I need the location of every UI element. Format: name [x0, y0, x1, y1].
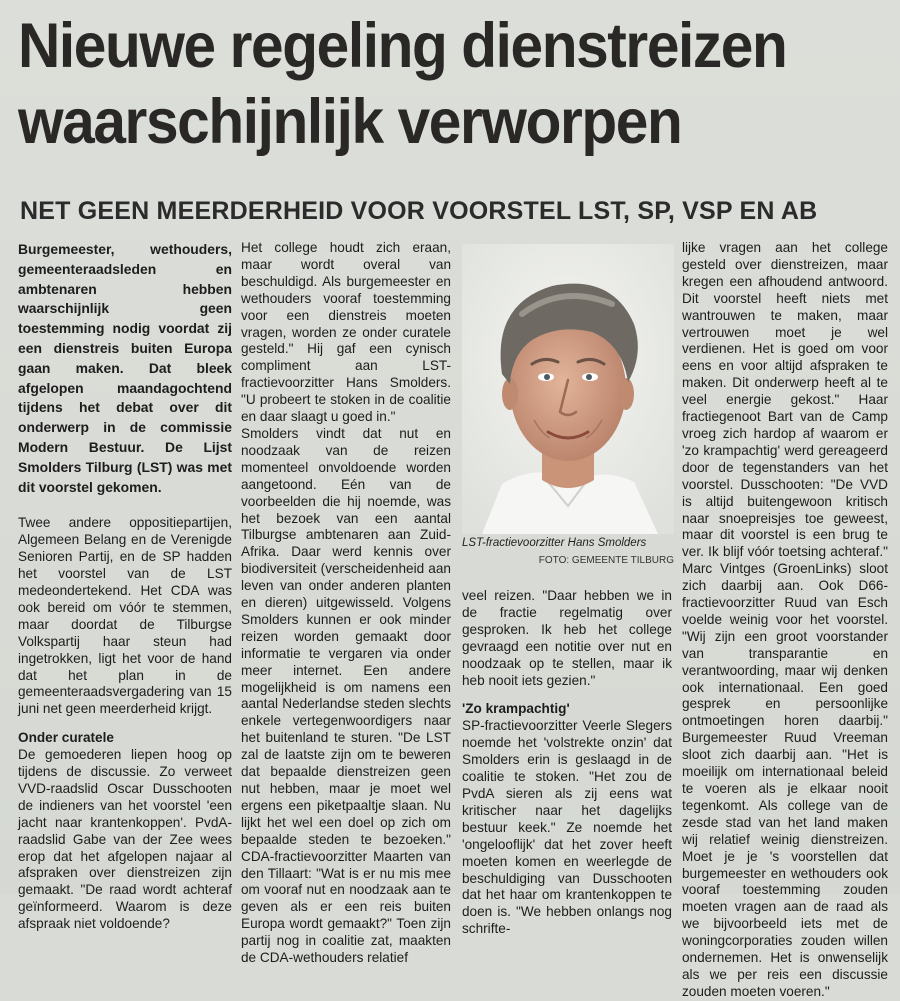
subheadline: NET GEEN MEERDERHEID VOOR VOORSTEL LST, SP, VSP EN AB — [20, 197, 818, 225]
column-3 — [462, 588, 672, 938]
paragraph: veel reizen. "Daar hebben we in de fractie regelmatig over gesproken. Ik heb het college gevraagd een notitie over nut en noodzaak op te stellen, maar ik heb nooit iets gezien." — [462, 588, 672, 688]
portrait-illustration — [462, 244, 674, 534]
lead-paragraph: Burgemeester, wethouders, gemeenteraadsleden en ambtenaren hebben waarschijnlijk geen toestemming nodig voordat zij een dienstreis buiten Europa gaan maken. Dat bleek afgelopen maandagochtend tijdens het debat over dit onderwerp in de commissie Modern Bestuur. De Lijst Smolders Tilburg (LST) was met dit voorstel gekomen. — [18, 241, 232, 495]
section-subtitle: Onder curatele — [18, 730, 114, 746]
headline — [18, 8, 827, 160]
paragraph: Het college houdt zich eraan, maar wordt overal van beschuldigd. Als burgemeester en wethouders vooraf toestemming voor een dienstreis moeten vragen, worden ze onder curatele gesteld." Hij gaf een cynisch compliment aan LST-fractievoorzitter Hans Smolders. "U probeert te stoken in de coalitie en daar slaagt u goed in." — [241, 240, 451, 425]
paragraph: lijke vragen aan het college gesteld over dienstreizen, maar kregen een afhoudend antwoord. Dit voorstel heeft niets met wantrouwen te maken, maar vertrouwen moet je wel verdienen. Het is goed om voor eens en voor altijd afspraken te maken. Dit onderwerp heeft al te veel energie gekost." Haar fractiegenoot Bart van de Camp vroeg zich hardop af waarom er 'zo krampachtig' werd gereageerd door de tegenstanders van het voorstel. Dusschooten: "De VVD is altijd buitengewoon kritisch naar snoepreisjes toe geweest, maar dit voorstel is een brug te ver. Ik blijf vóór toetsing achteraf." Marc Vintges (GroenLinks) sloot zich daarbij aan. Ook D66-fractievoorzitter Ruud van Esch voelde weinig voor het voorstel. "Wij zijn een groot voorstander van transparantie en verantwoording, maar wij denken ook internationaal. Een goed gesprek en persoonlijke ontmoetingen horen daarbij." Burgemeester Ruud Vreeman sloot zich daarbij aan. "Het is moeilijk om internationaal beleid te voeren als je elkaar nooit tegenkomt. Als college van de zesde stad van het land maken wij relatief weinig dienstreizen. Moet je je 's voorstellen dat burgemeester en wethouders ook vooraf toestemming zouden moeten vragen aan de raad als we bijvoorbeeld iets met de woningcorporaties zouden willen ondernemen. Het is onwenselijk als we per reis een discussie zouden moeten voeren." — [682, 240, 888, 999]
column-1 — [18, 240, 232, 933]
headline-line-2: waarschijnlijk verworpen — [18, 87, 682, 157]
paragraph: Smolders vindt dat nut en noodzaak van de reizen momenteel onvoldoende worden aangetoond. Eén van de voorbeelden die hij noemde, was het bezoek van een aantal Tilburgse ambtenaren aan Zuid-Afrika. Daar werd kennis over biodiversiteit (verscheidenheid aan leven van onder anderen planten en dieren) uitgewisseld. Volgens Smolders kunnen er ook minder reizen worden gemaakt door informatie te vergaren via onder meer internet. Een andere mogelijkheid is om namens een aantal Nederlandse steden slechts enkele vertegenwoordigers naar het buitenland te sturen. "De LST zal de laatste zijn om te beweren dat bepaalde dienstreizen geen nut hebben, maar je moet wel ergens een piketpaaltje slaan. Nu lijkt het wel een doel op zich om bepaalde steden te bezoeken." CDA-fractievoorzitter Maarten van den Tillaart: "Wat is er nu mis mee om vooraf nut en noodzaak aan te geven als er een reis buiten Europa wordt gemaakt?" Toen zijn partij nog in coalitie zat, maakten de CDA-wethouders relatief — [241, 425, 451, 966]
paragraph: De gemoederen liepen hoog op tijdens de discussie. Zo verweet VVD-raadslid Oscar Dusschooten de indieners van het voorstel 'een jacht naar krantenkoppen'. PvdA-raadslid Gabe van der Zee wees erop dat het afgelopen najaar al afspraken over dienstreizen zijn gemaakt. "De raad wordt achteraf geïnformeerd. Waarom is deze afspraak niet voldoende? — [18, 747, 232, 932]
photo-caption: LST-fractievoorzitter Hans Smolders — [462, 537, 647, 549]
paragraph: SP-fractievoorzitter Veerle Slegers noemde het 'volstrekte onzin' dat Smolders erin is geslaagd in de coalitie te stoken. "Het zou de PvdA sieren als zij eens wat kritischer naar het dagelijks bestuur keek." Ze noemde het 'ongelooflijk' dat het zover heeft moeten komen en weerlegde de beschuldiging van Dusschooten dat het haar om krantenkoppen te doen is. "We hebben onlangs nog schrifte- — [462, 718, 672, 937]
paragraph: Twee andere oppositiepartijen, Algemeen Belang en de Verenigde Senioren Partij, en de SP hadden het voorstel van de LST medeondertekend. Het CDA was ook bereid om vóór te stemmen, maar doordat de Tilburgse Volkspartij haar steun had ingetrokken, ligt het voor de hand dat het plan in de gemeenteraadsvergadering van 15 juni net geen meerderheid krijgt. — [18, 515, 232, 717]
photo-credit: FOTO: GEMEENTE TILBURG — [538, 555, 674, 566]
section-subtitle: 'Zo krampachtig' — [462, 701, 570, 717]
portrait-photo — [462, 244, 674, 534]
headline-line-1: Nieuwe regeling dienstreizen — [18, 11, 787, 81]
column-4 — [682, 240, 888, 1001]
column-2 — [241, 240, 451, 967]
